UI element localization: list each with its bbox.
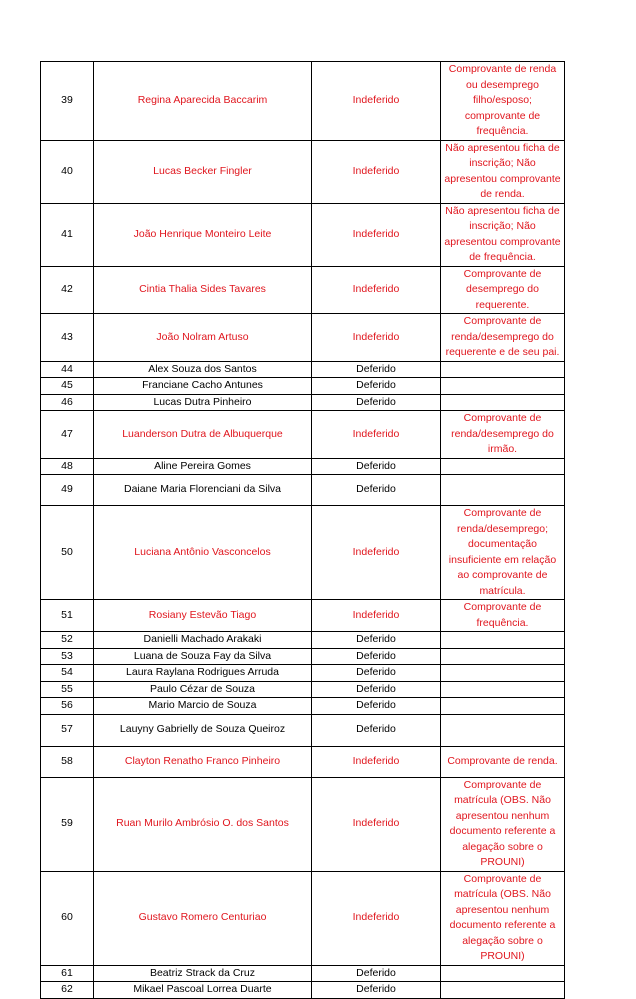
row-number-cell: 42 xyxy=(41,266,94,314)
row-number-cell: 43 xyxy=(41,314,94,362)
applicant-name-cell: João Nolram Artuso xyxy=(94,314,312,362)
table-row xyxy=(41,982,565,999)
applicant-name-cell: Luana de Souza Fay da Silva xyxy=(94,648,312,665)
table-row xyxy=(41,140,565,203)
row-number-cell: 44 xyxy=(41,361,94,378)
status-cell: Deferido xyxy=(312,714,441,746)
status-cell: Indeferido xyxy=(312,411,441,459)
status-cell: Deferido xyxy=(312,982,441,999)
table-row xyxy=(41,266,565,314)
applicant-name-cell: Lauyny Gabrielly de Souza Queiroz xyxy=(94,714,312,746)
applicant-name-cell: Mikael Pascoal Lorrea Duarte xyxy=(94,982,312,999)
status-cell: Deferido xyxy=(312,965,441,982)
row-number-cell: 54 xyxy=(41,665,94,682)
status-cell: Indeferido xyxy=(312,871,441,965)
applicant-name-cell: Franciane Cacho Antunes xyxy=(94,378,312,395)
status-cell: Indeferido xyxy=(312,266,441,314)
applicant-name-cell: Cintia Thalia Sides Tavares xyxy=(94,266,312,314)
table-row xyxy=(41,411,565,459)
observation-cell: Comprovante de matrícula (OBS. Não apresentou nenhum documento referente a alegação sobre o PROUNI) xyxy=(441,777,565,871)
status-cell: Indeferido xyxy=(312,600,441,632)
applicant-name-cell: Gustavo Romero Centuriao xyxy=(94,871,312,965)
status-cell: Deferido xyxy=(312,632,441,649)
observation-cell xyxy=(441,361,565,378)
table-row xyxy=(41,394,565,411)
row-number-cell: 45 xyxy=(41,378,94,395)
table-row xyxy=(41,648,565,665)
observation-cell xyxy=(441,632,565,649)
status-cell: Indeferido xyxy=(312,140,441,203)
observation-cell xyxy=(441,665,565,682)
observation-cell: Não apresentou ficha de inscrição; Não apresentou comprovante de frequência. xyxy=(441,203,565,266)
observation-cell xyxy=(441,378,565,395)
status-cell: Deferido xyxy=(312,394,441,411)
table-row xyxy=(41,746,565,777)
row-number-cell: 57 xyxy=(41,714,94,746)
table-row xyxy=(41,203,565,266)
observation-cell: Comprovante de renda. xyxy=(441,746,565,777)
applicant-name-cell: Luanderson Dutra de Albuquerque xyxy=(94,411,312,459)
applicant-name-cell: Regina Aparecida Baccarim xyxy=(94,62,312,141)
applicant-name-cell: Aline Pereira Gomes xyxy=(94,458,312,475)
row-number-cell: 58 xyxy=(41,746,94,777)
applicant-name-cell: Rosiany Estevão Tiago xyxy=(94,600,312,632)
row-number-cell: 56 xyxy=(41,698,94,715)
status-cell: Deferido xyxy=(312,378,441,395)
table-row xyxy=(41,871,565,965)
table-row xyxy=(41,777,565,871)
applicant-name-cell: Beatriz Strack da Cruz xyxy=(94,965,312,982)
observation-cell xyxy=(441,681,565,698)
status-cell: Deferido xyxy=(312,698,441,715)
status-cell: Deferido xyxy=(312,361,441,378)
status-cell: Deferido xyxy=(312,458,441,475)
applicant-name-cell: Laura Raylana Rodrigues Arruda xyxy=(94,665,312,682)
observation-cell: Comprovante de renda/desemprego; documentação insuficiente em relação ao comprovante de matrícula. xyxy=(441,506,565,600)
row-number-cell: 60 xyxy=(41,871,94,965)
table-row xyxy=(41,62,565,141)
table-row xyxy=(41,965,565,982)
observation-cell xyxy=(441,698,565,715)
row-number-cell: 48 xyxy=(41,458,94,475)
observation-cell: Comprovante de matrícula (OBS. Não apresentou nenhum documento referente a alegação sobre o PROUNI) xyxy=(441,871,565,965)
observation-cell: Comprovante de frequência. xyxy=(441,600,565,632)
status-cell: Deferido xyxy=(312,681,441,698)
table-row xyxy=(41,361,565,378)
observation-cell xyxy=(441,965,565,982)
observation-cell xyxy=(441,648,565,665)
row-number-cell: 51 xyxy=(41,600,94,632)
applicant-name-cell: Ruan Murilo Ambrósio O. dos Santos xyxy=(94,777,312,871)
row-number-cell: 40 xyxy=(41,140,94,203)
applicant-name-cell: Paulo Cézar de Souza xyxy=(94,681,312,698)
applicant-name-cell: Alex Souza dos Santos xyxy=(94,361,312,378)
table-row xyxy=(41,632,565,649)
row-number-cell: 52 xyxy=(41,632,94,649)
table-row xyxy=(41,665,565,682)
row-number-cell: 55 xyxy=(41,681,94,698)
table-row xyxy=(41,314,565,362)
table-row xyxy=(41,681,565,698)
applicant-name-cell: Daiane Maria Florenciani da Silva xyxy=(94,475,312,506)
row-number-cell: 46 xyxy=(41,394,94,411)
observation-cell: Comprovante de renda ou desemprego filho/esposo; comprovante de frequência. xyxy=(441,62,565,141)
applicant-name-cell: Lucas Dutra Pinheiro xyxy=(94,394,312,411)
row-number-cell: 39 xyxy=(41,62,94,141)
applicant-name-cell: João Henrique Monteiro Leite xyxy=(94,203,312,266)
results-table xyxy=(40,61,565,999)
results-table-body xyxy=(41,62,565,999)
applicant-name-cell: Mario Marcio de Souza xyxy=(94,698,312,715)
row-number-cell: 59 xyxy=(41,777,94,871)
status-cell: Indeferido xyxy=(312,777,441,871)
row-number-cell: 47 xyxy=(41,411,94,459)
applicant-name-cell: Lucas Becker Fingler xyxy=(94,140,312,203)
observation-cell: Não apresentou ficha de inscrição; Não apresentou comprovante de renda. xyxy=(441,140,565,203)
observation-cell xyxy=(441,394,565,411)
row-number-cell: 61 xyxy=(41,965,94,982)
results-table-page xyxy=(40,61,564,999)
observation-cell: Comprovante de renda/desemprego do irmão. xyxy=(441,411,565,459)
table-row xyxy=(41,378,565,395)
table-row xyxy=(41,506,565,600)
status-cell: Indeferido xyxy=(312,314,441,362)
status-cell: Indeferido xyxy=(312,62,441,141)
table-row xyxy=(41,698,565,715)
observation-cell xyxy=(441,458,565,475)
row-number-cell: 62 xyxy=(41,982,94,999)
status-cell: Indeferido xyxy=(312,506,441,600)
row-number-cell: 50 xyxy=(41,506,94,600)
observation-cell: Comprovante de renda/desemprego do requerente e de seu pai. xyxy=(441,314,565,362)
row-number-cell: 53 xyxy=(41,648,94,665)
status-cell: Deferido xyxy=(312,665,441,682)
table-row xyxy=(41,458,565,475)
table-row xyxy=(41,714,565,746)
observation-cell xyxy=(441,714,565,746)
applicant-name-cell: Danielli Machado Arakaki xyxy=(94,632,312,649)
row-number-cell: 49 xyxy=(41,475,94,506)
table-row xyxy=(41,475,565,506)
applicant-name-cell: Clayton Renatho Franco Pinheiro xyxy=(94,746,312,777)
applicant-name-cell: Luciana Antônio Vasconcelos xyxy=(94,506,312,600)
status-cell: Indeferido xyxy=(312,746,441,777)
status-cell: Deferido xyxy=(312,475,441,506)
status-cell: Deferido xyxy=(312,648,441,665)
observation-cell xyxy=(441,475,565,506)
table-row xyxy=(41,600,565,632)
observation-cell xyxy=(441,982,565,999)
observation-cell: Comprovante de desemprego do requerente. xyxy=(441,266,565,314)
row-number-cell: 41 xyxy=(41,203,94,266)
status-cell: Indeferido xyxy=(312,203,441,266)
